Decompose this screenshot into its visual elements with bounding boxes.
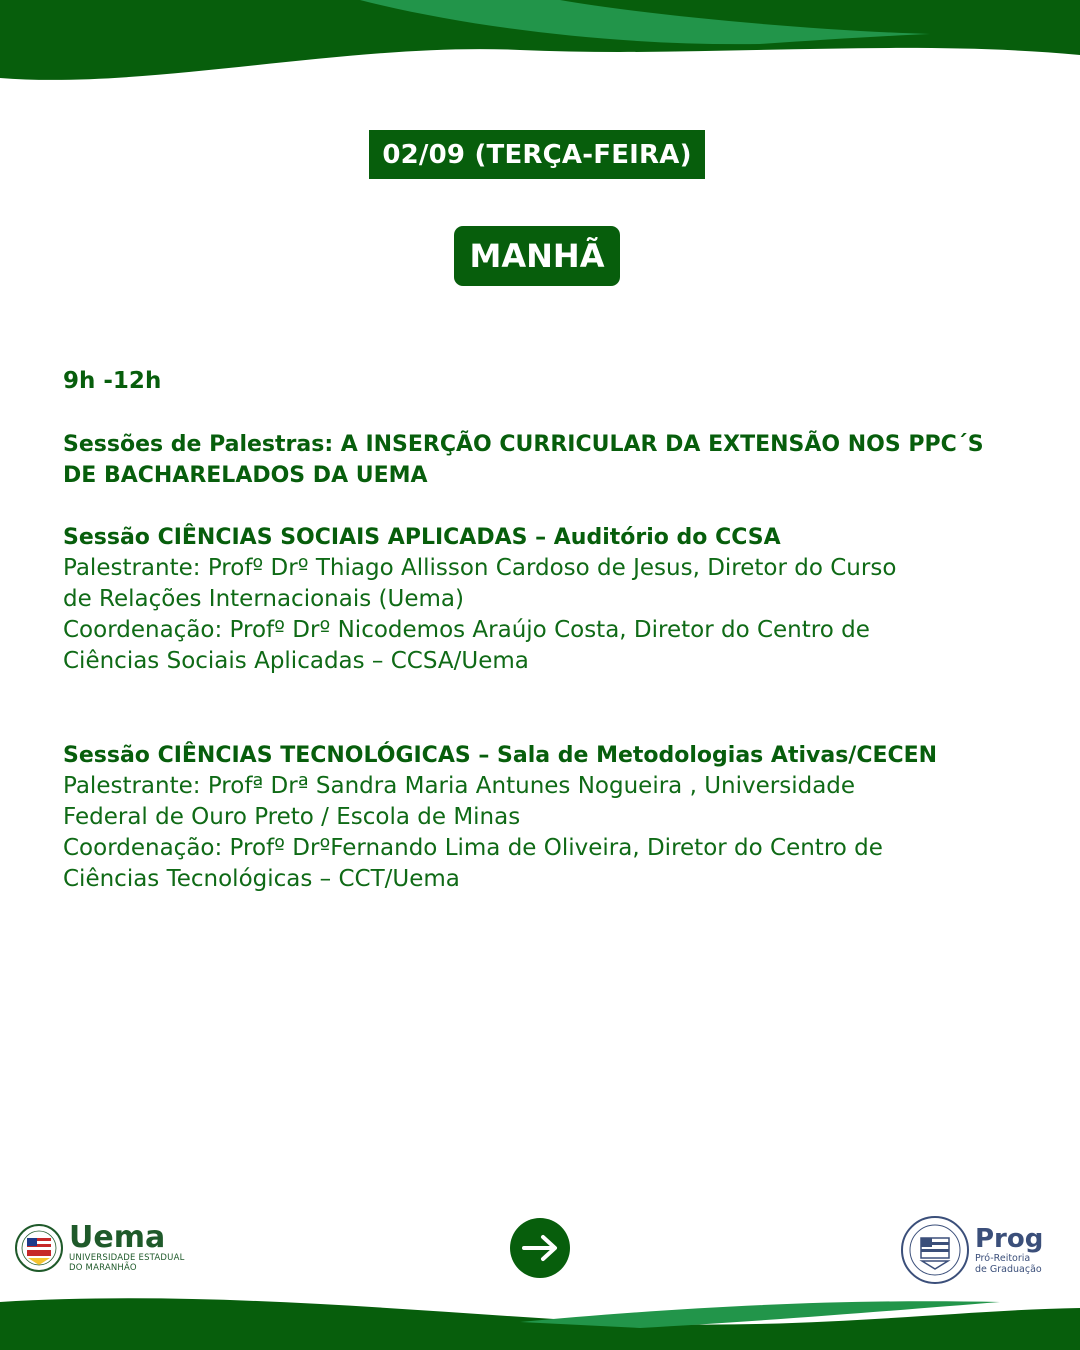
time-range: 9h -12h <box>63 368 162 394</box>
prog-logo-subtitle-1: Pró-Reitoria <box>975 1253 1031 1264</box>
uema-seal-icon <box>14 1218 64 1278</box>
prog-logo-subtitle-2: de Graduação <box>975 1264 1042 1275</box>
top-wave-decoration <box>0 0 1080 90</box>
uema-logo-subtitle-1: UNIVERSIDADE ESTADUAL <box>69 1253 185 1263</box>
session-block-social-sciences <box>63 522 1023 677</box>
session-block-technological-sciences <box>63 740 1023 895</box>
period-text: MANHÃ <box>469 237 605 275</box>
schedule-content <box>63 366 1023 895</box>
schedule-title-line-2: DE BACHARELADOS DA UEMA <box>63 463 428 488</box>
date-text: 02/09 (TERÇA-FEIRA) <box>382 139 692 170</box>
session-line: Federal de Ouro Preto / Escola de Minas <box>63 804 521 830</box>
session-heading: Sessão CIÊNCIAS TECNOLÓGICAS – Sala de Metodologias Ativas/CECEN <box>63 743 938 768</box>
uema-logo <box>14 1218 185 1278</box>
session-line: Coordenação: Profº DrºFernando Lima de Oliveira, Diretor do Centro de <box>63 835 883 861</box>
session-line: Ciências Sociais Aplicadas – CCSA/Uema <box>63 648 529 674</box>
session-line: de Relações Internacionais (Uema) <box>63 586 464 612</box>
uema-logo-name: Uema <box>69 1220 166 1255</box>
session-heading: Sessão CIÊNCIAS SOCIAIS APLICADAS – Auditório do CCSA <box>63 525 781 550</box>
schedule-title-line-1: Sessões de Palestras: A INSERÇÃO CURRICULAR DA EXTENSÃO NOS PPC´S <box>63 432 984 457</box>
uema-logo-subtitle-2: DO MARANHÃO <box>69 1263 137 1273</box>
session-line: Ciências Tecnológicas – CCT/Uema <box>63 866 460 892</box>
prog-logo-name: Prog <box>975 1224 1044 1254</box>
arrow-right-icon <box>521 1234 559 1262</box>
next-button[interactable] <box>510 1218 570 1278</box>
uema-emblem-icon <box>900 1212 970 1288</box>
prog-logo <box>900 1212 1043 1288</box>
period-badge <box>454 226 620 286</box>
session-line: Coordenação: Profº Drº Nicodemos Araújo Costa, Diretor do Centro de <box>63 617 870 643</box>
bottom-wave-decoration <box>0 1280 1080 1350</box>
date-badge <box>369 130 705 179</box>
session-line: Palestrante: Profº Drº Thiago Allisson Cardoso de Jesus, Diretor do Curso <box>63 555 897 581</box>
session-line: Palestrante: Profª Drª Sandra Maria Antunes Nogueira , Universidade <box>63 773 856 799</box>
